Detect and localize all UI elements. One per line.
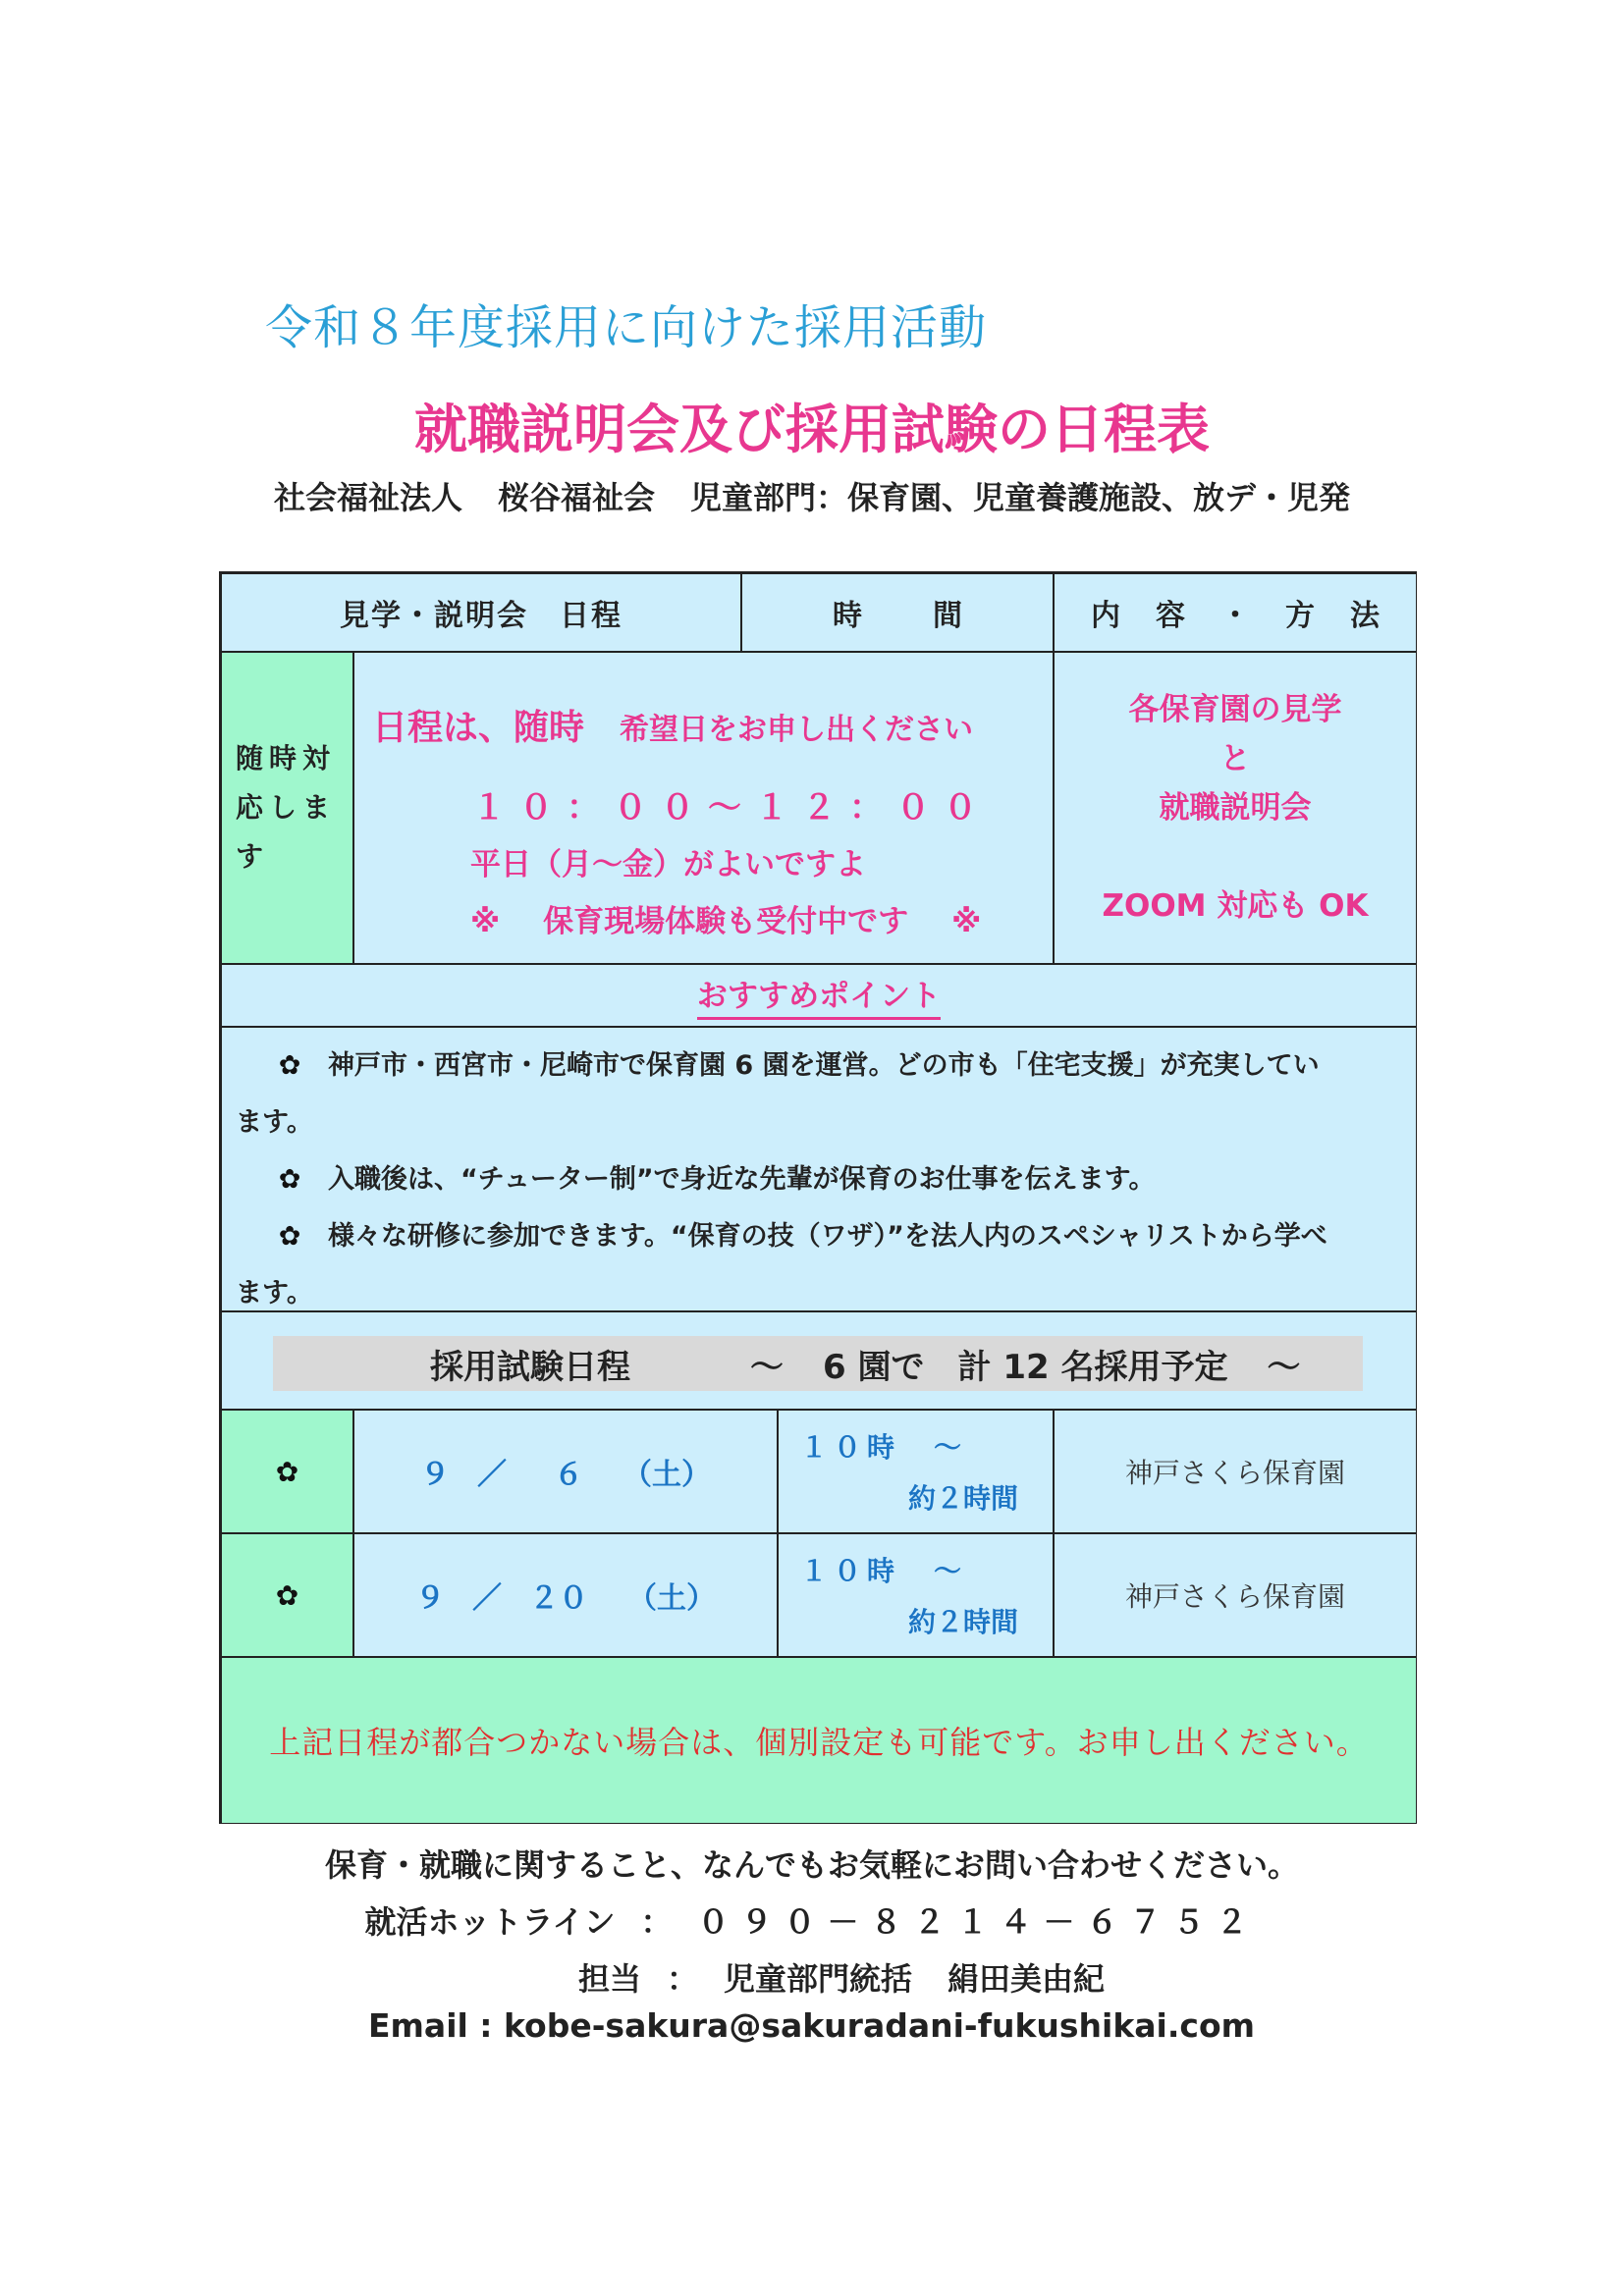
page-title: 就職説明会及び採用試験の日程表 bbox=[414, 399, 1210, 460]
schedule-line bbox=[372, 700, 973, 750]
hotline-line bbox=[0, 1897, 1624, 1943]
date-slash: ／ bbox=[477, 1458, 507, 1492]
method-line-1: 各保育園の見学 bbox=[1128, 692, 1342, 727]
reference-mark-right: ※ bbox=[951, 904, 982, 939]
date-weekday: （土） bbox=[627, 1581, 716, 1616]
exam-venue: 神戸さくら保育園 bbox=[1054, 1533, 1417, 1657]
time-start: １０時 ～ bbox=[800, 1555, 968, 1587]
department: 児童部門：保育園、児童養護施設、放デ・児発 bbox=[690, 479, 1351, 516]
exam-time bbox=[778, 1533, 1054, 1657]
email-line: Email : kobe-sakura@sakuradani-fukushikai.com bbox=[368, 2006, 1256, 2045]
recommend-points bbox=[221, 1027, 1417, 1311]
flower-icon: ✿ bbox=[221, 1410, 353, 1533]
date-month: ９ bbox=[420, 1458, 450, 1492]
recommend-heading-text: おすすめポイント bbox=[697, 971, 941, 1020]
anytime-label bbox=[221, 652, 353, 964]
exam-header bbox=[221, 1311, 1417, 1410]
plan-close: ～ bbox=[1267, 1347, 1301, 1387]
flower-icon: ✿ bbox=[221, 1533, 353, 1657]
exam-venue: 神戸さくら保育園 bbox=[1054, 1410, 1417, 1533]
reference-mark-left: ※ bbox=[470, 904, 501, 939]
experience-note bbox=[470, 896, 981, 940]
exam-heading-bar bbox=[273, 1336, 1363, 1391]
time-duration: 約２時間 bbox=[908, 1606, 1019, 1638]
date-day: ２０ bbox=[529, 1581, 588, 1616]
hotline-number: ０９０－８２１４－６７５２ bbox=[697, 1903, 1260, 1941]
header-method-b: 容 bbox=[1156, 599, 1185, 633]
flower-icon: ✿ bbox=[278, 1050, 301, 1081]
point-1-text: 神戸市・西宮市・尼崎市で保育園 6 園を運営。どの市も「住宅支援」が充実してい bbox=[328, 1050, 1320, 1081]
page-subtitle: 令和８年度採用に向けた採用活動 bbox=[265, 300, 988, 355]
point-1 bbox=[236, 1038, 1404, 1095]
flower-icon: ✿ bbox=[278, 1221, 301, 1252]
inquiry-line: 保育・就職に関すること、なんでもお気軽にお問い合わせください。 bbox=[324, 1846, 1299, 1884]
organization-line bbox=[0, 473, 1624, 518]
method-line-4: ZOOM 対応も OK bbox=[1102, 888, 1369, 924]
date-day: ６ bbox=[554, 1458, 583, 1492]
point-1-cont: ます。 bbox=[236, 1107, 313, 1138]
time-duration: 約２時間 bbox=[908, 1482, 1019, 1515]
plan-open: ～ bbox=[750, 1347, 784, 1387]
date-weekday: （土） bbox=[623, 1458, 711, 1492]
schedule-note: 希望日をお申し出ください bbox=[620, 713, 974, 747]
exam-date bbox=[353, 1533, 778, 1657]
schedule-table bbox=[219, 571, 1417, 1824]
visit-schedule-cell bbox=[353, 652, 1054, 964]
individual-arrangement-note: 上記日程が都合つかない場合は、個別設定も可能です。お申し出ください。 bbox=[221, 1657, 1417, 1824]
plan-text: 6 園で 計 12 名採用予定 bbox=[823, 1347, 1228, 1387]
schedule-title: 日程は、随時 bbox=[372, 708, 585, 748]
header-method-c: ・ bbox=[1220, 599, 1250, 633]
exam-date bbox=[353, 1410, 778, 1533]
header-method-d: 方 bbox=[1285, 599, 1315, 633]
anytime-label-text: 随時対応します bbox=[236, 742, 337, 873]
point-3-cont: ます。 bbox=[236, 1278, 313, 1308]
contact-role: 児童部門統括 bbox=[724, 1960, 913, 1998]
contact-line bbox=[0, 1954, 1624, 2000]
flower-icon: ✿ bbox=[278, 1164, 301, 1195]
contact-name: 絹田美由紀 bbox=[947, 1960, 1106, 1998]
header-time-a: 時 bbox=[833, 599, 862, 633]
contact-label: 担当 bbox=[577, 1960, 641, 1998]
method-line-3: 就職説明会 bbox=[1159, 790, 1312, 826]
method-cell bbox=[1054, 652, 1417, 964]
header-time bbox=[741, 573, 1054, 652]
point-2 bbox=[236, 1151, 1404, 1208]
recommend-heading bbox=[221, 964, 1417, 1027]
point-3 bbox=[236, 1208, 1404, 1265]
header-method-e: 法 bbox=[1350, 599, 1380, 633]
org-sub: 桜谷福祉会 bbox=[497, 479, 655, 516]
point-3-text: 様々な研修に参加できます。“保育の技（ワザ）”を法人内のスペシャリストから学べ bbox=[328, 1221, 1327, 1252]
time-start: １０時 ～ bbox=[800, 1431, 968, 1464]
method-line-2: と bbox=[1219, 741, 1251, 776]
contact-colon: ： bbox=[666, 1960, 698, 1998]
visit-time: １０：００～１２：００ bbox=[472, 788, 991, 828]
experience-text: 保育現場体験も受付中です bbox=[543, 904, 909, 939]
exam-heading: 採用試験日程 bbox=[430, 1347, 630, 1387]
header-method-a: 内 bbox=[1091, 599, 1120, 633]
weekday-note: 平日（月～金）がよいですよ bbox=[470, 847, 866, 882]
date-slash: ／ bbox=[472, 1581, 502, 1616]
org-name: 社会福祉法人 bbox=[273, 479, 462, 516]
header-visit-schedule: 見学・説明会 日程 bbox=[221, 573, 741, 652]
hotline-label: 就活ホットライン bbox=[364, 1903, 616, 1941]
header-time-b: 間 bbox=[933, 599, 962, 633]
header-method bbox=[1054, 573, 1417, 652]
exam-time bbox=[778, 1410, 1054, 1533]
date-month: ９ bbox=[415, 1581, 445, 1616]
point-2-text: 入職後は、“チューター制”で身近な先輩が保育のお仕事を伝えます。 bbox=[328, 1164, 1156, 1195]
hotline-colon: ： bbox=[640, 1903, 673, 1941]
